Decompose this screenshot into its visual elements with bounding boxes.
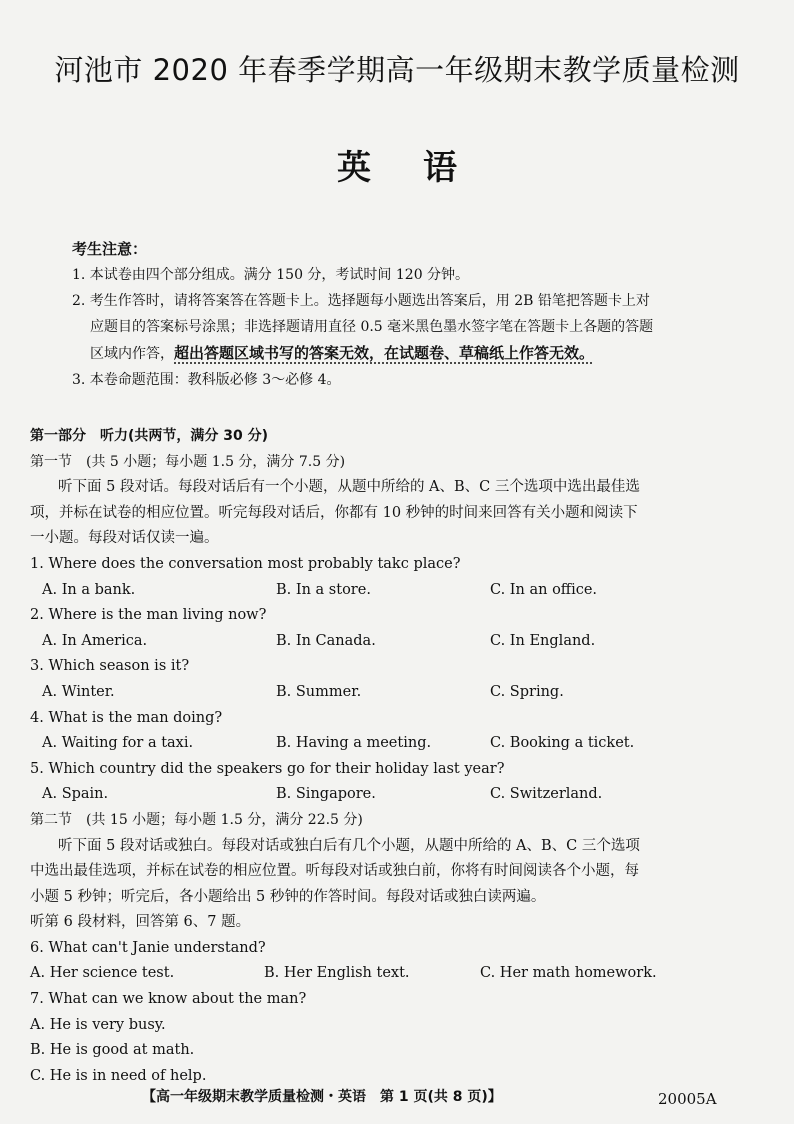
question-text: 3. Which season is it? — [30, 658, 190, 675]
notice-item-continued: 应题目的答案标号涂黑；非选择题请用直径 0.5 毫米黑色墨水签字笔在答题卡上各题的答题 — [90, 319, 654, 335]
listening-part — [30, 424, 770, 1089]
question-options — [30, 680, 770, 706]
option-c: C. Booking a ticket. — [490, 735, 635, 752]
notice-item: 1. 本试卷由四个部分组成。满分 150 分，考试时间 120 分钟。 — [72, 267, 470, 283]
question-text: 6. What can't Janie understand? — [30, 939, 266, 956]
question-options — [30, 578, 770, 604]
notice-heading: 考生注意： — [72, 240, 148, 258]
instruction-line: 项，并标在试卷的相应位置。听完每段对话后，你都有 10 秒钟的时间来回答有关小题和阅读下 — [30, 504, 638, 521]
question-text: 4. What is the man doing? — [30, 709, 223, 726]
option-b: B. Her English text. — [264, 965, 410, 982]
question-options — [30, 961, 770, 987]
notice-emphasis: 超出答题区域书写的答案无效，在试题卷、草稿纸上作答无效。 — [174, 344, 595, 362]
subject-title: 英语 — [337, 148, 509, 188]
option-b: B. Singapore. — [276, 786, 376, 803]
part-heading: 第一部分 听力(共两节，满分 30 分) — [30, 428, 269, 444]
option-c: C. Switzerland. — [490, 786, 603, 803]
question-text: 5. Which country did the speakers go for their holiday last year? — [30, 760, 505, 777]
notice-item-continued — [72, 340, 752, 367]
question-options — [30, 731, 770, 757]
option-b: B. In a store. — [276, 581, 371, 598]
question-text: 7. What can we know about the man? — [30, 991, 307, 1008]
page-footer: 【高一年级期末教学质量检测・英语 第 1 页(共 8 页)】 — [142, 1089, 502, 1105]
instruction-line: 听下面 5 段对话。每段对话后有一个小题，从题中所给的 A、B、C 三个选项中选出最佳选 — [58, 479, 640, 496]
section-heading: 第一节 (共 5 小题；每小题 1.5 分，满分 7.5 分) — [30, 453, 346, 470]
question-text: 1. Where does the conversation most probably takc place? — [30, 555, 461, 572]
notice-item: 3. 本卷命题范围：教科版必修 3～必修 4。 — [72, 372, 341, 388]
notice-item: 2. 考生作答时，请将答案答在答题卡上。选择题每小题选出答案后，用 2B 铅笔把答题卡上对 — [72, 293, 650, 309]
option-a: A. Winter. — [42, 683, 115, 700]
option-a: A. In America. — [42, 632, 148, 649]
option-a: A. Her science test. — [30, 965, 175, 982]
question-options — [30, 629, 770, 655]
option-b: B. In Canada. — [276, 632, 376, 649]
instruction-line: 听下面 5 段对话或独白。每段对话或独白后有几个小题，从题中所给的 A、B、C 三个选项 — [58, 837, 640, 854]
option-b: B. Having a meeting. — [276, 735, 432, 752]
option-c: C. Her math homework. — [480, 965, 657, 982]
section-heading: 第二节 (共 15 小题；每小题 1.5 分，满分 22.5 分) — [30, 811, 363, 828]
paper-code: 20005A — [658, 1090, 717, 1108]
option-c: C. In an office. — [490, 581, 598, 598]
instruction-line: 一小题。每段对话仅读一遍。 — [30, 530, 219, 547]
notice-block — [72, 236, 752, 393]
option-a: A. Spain. — [42, 786, 109, 803]
instruction-line: 中选出最佳选项，并标在试卷的相应位置。听每段对话或独白前，你将有时间阅读各个小题，每 — [30, 863, 639, 880]
option-c: C. In England. — [490, 632, 596, 649]
question-text: 2. Where is the man living now? — [30, 607, 267, 624]
option-a: A. Waiting for a taxi. — [42, 735, 194, 752]
notice-text: 区域内作答， — [90, 346, 174, 362]
option-a: A. He is very busy. — [30, 1016, 166, 1033]
option-c: C. He is in need of help. — [30, 1067, 207, 1084]
option-b: B. Summer. — [276, 683, 362, 700]
question-options — [30, 782, 770, 808]
material-heading: 听第 6 段材料，回答第 6、7 题。 — [30, 914, 251, 931]
option-a: A. In a bank. — [42, 581, 136, 598]
option-c: C. Spring. — [490, 683, 564, 700]
instruction-line: 小题 5 秒钟；听完后，各小题给出 5 秒钟的作答时间。每段对话或独白读两遍。 — [30, 888, 546, 905]
exam-title: 河池市 2020 年春季学期高一年级期末教学质量检测 — [54, 53, 740, 87]
option-b: B. He is good at math. — [30, 1042, 195, 1059]
